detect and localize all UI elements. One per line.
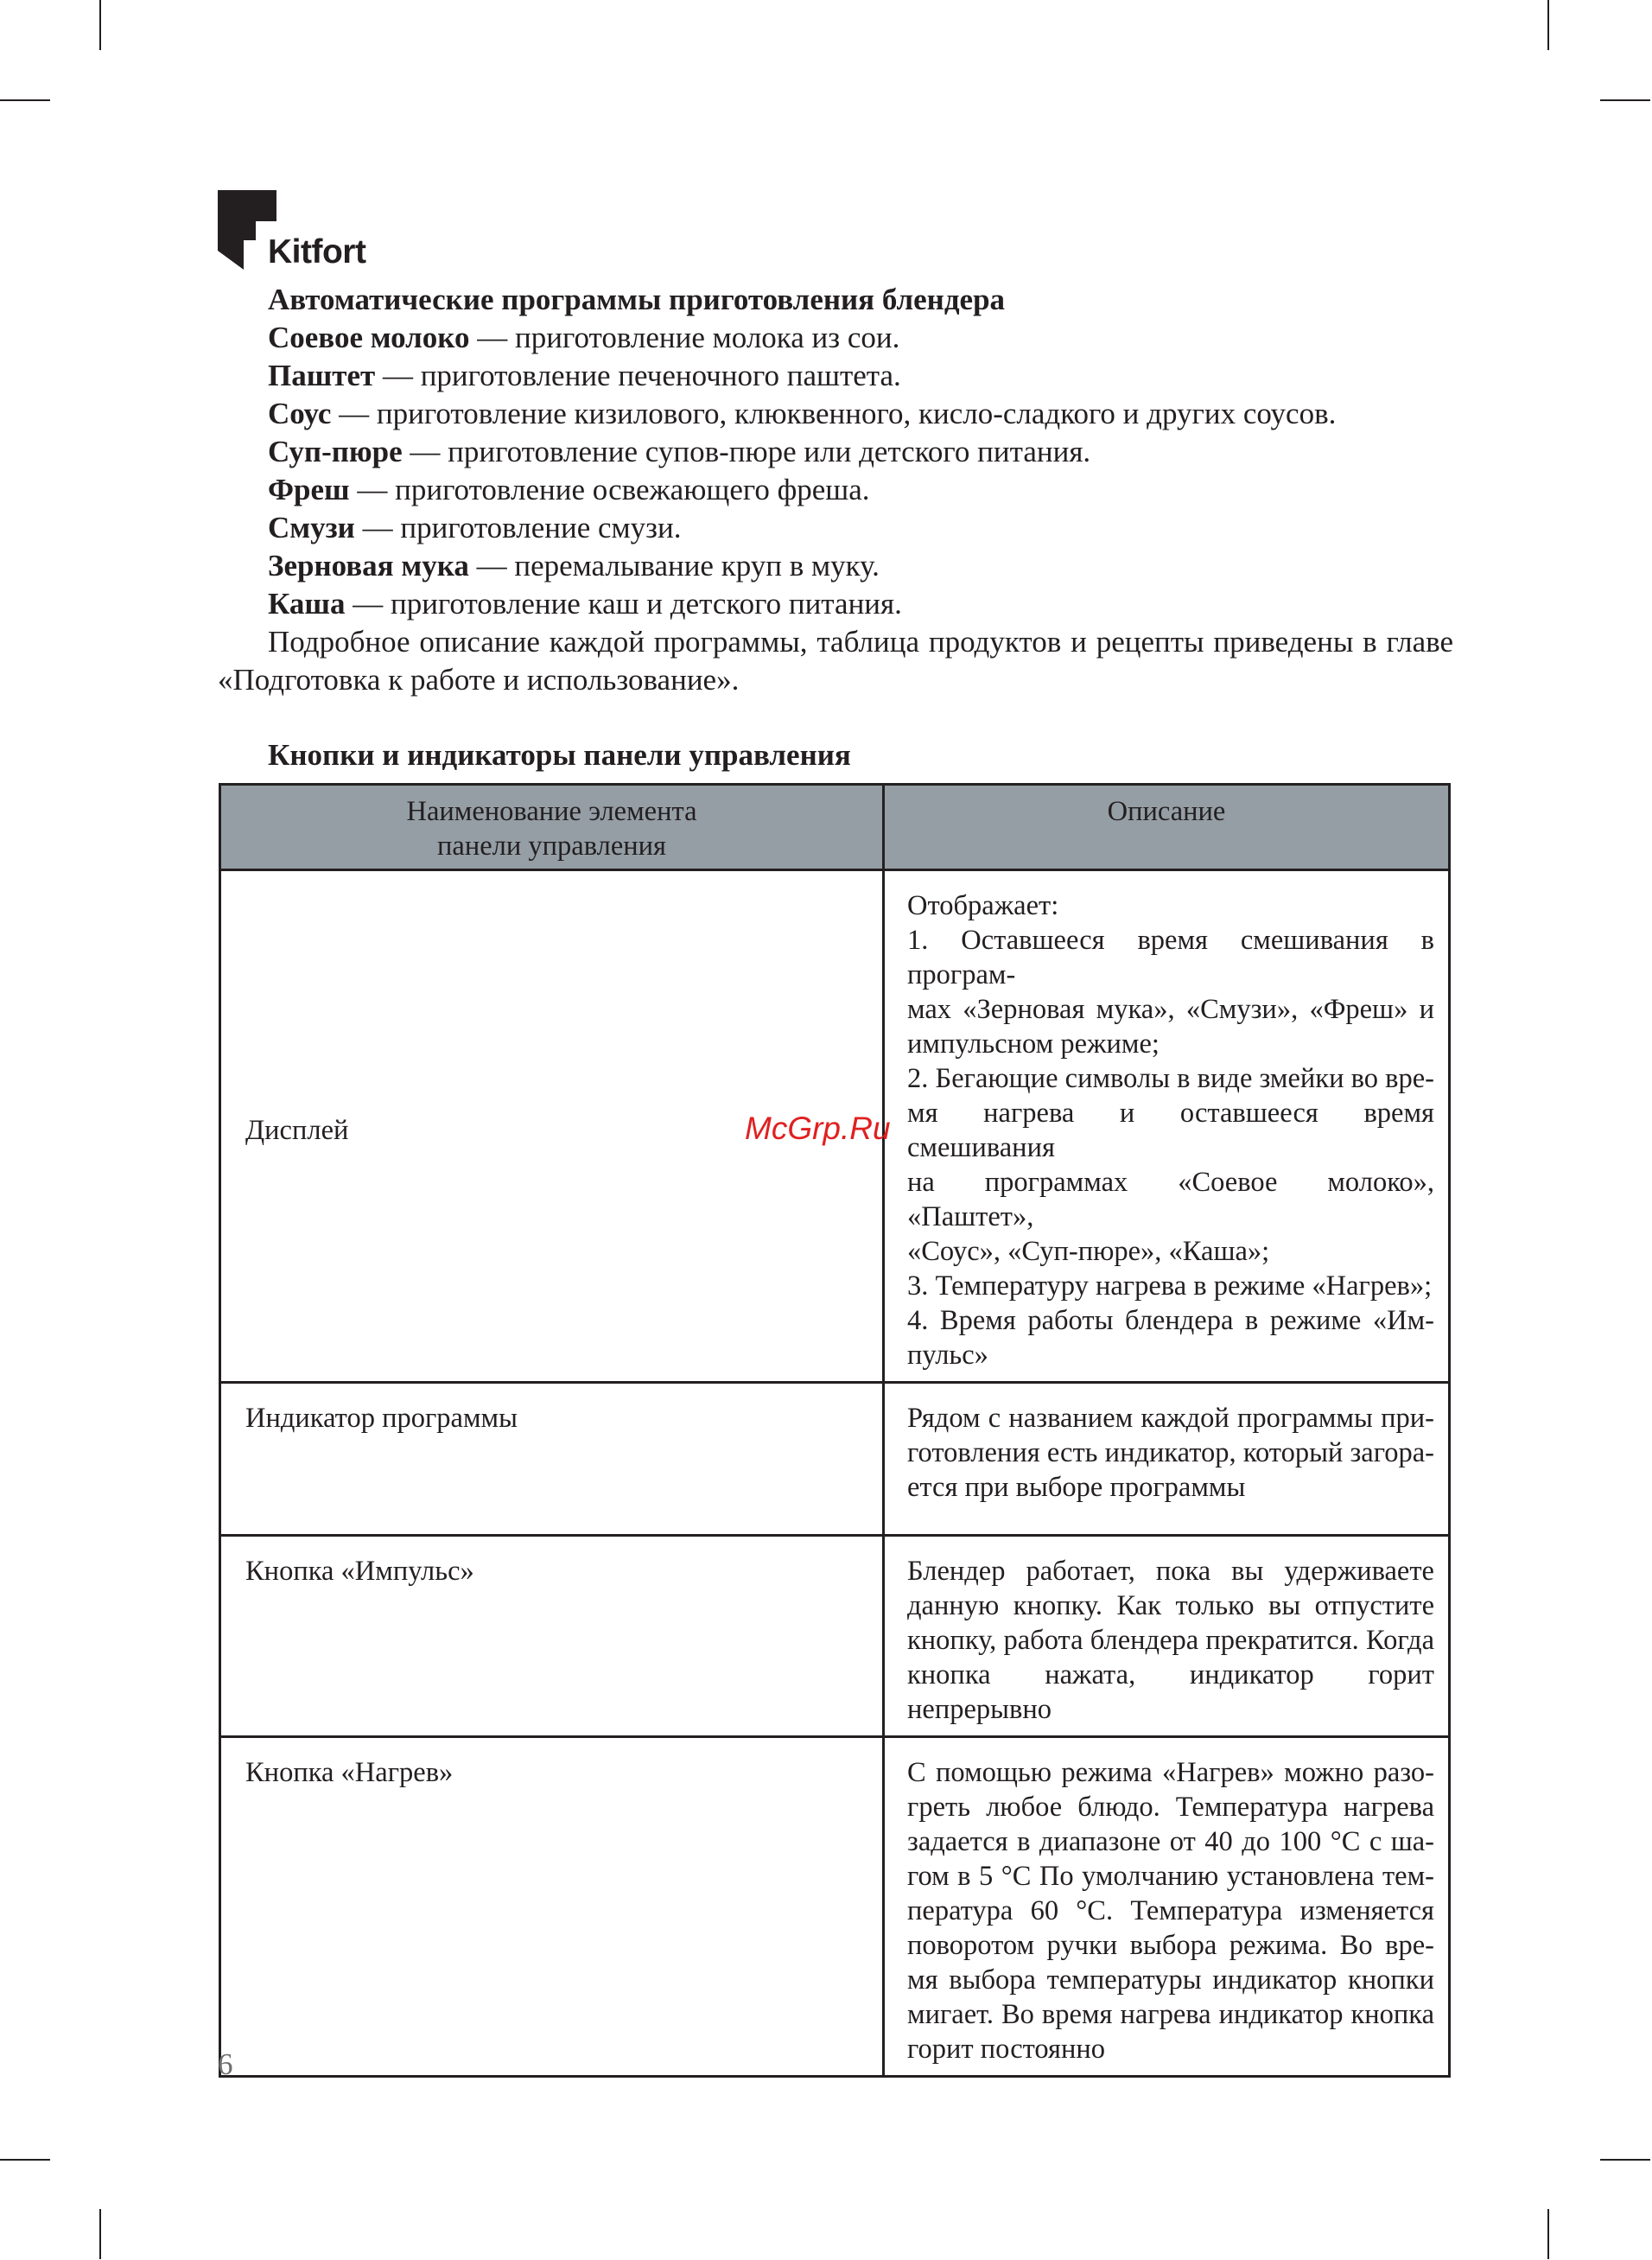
programs-title: Автоматические программы приготовления блендера [268, 283, 1006, 316]
program-name: Суп-пюре [268, 435, 403, 468]
page-number: 6 [218, 2047, 233, 2081]
program-item [218, 547, 1453, 585]
program-item [218, 395, 1453, 433]
program-desc: — приготовление кизилового, клюквенного, кисло-сладкого и других соусов. [331, 397, 1337, 430]
crop-mark-bottom-right-h [1600, 2159, 1650, 2161]
row-name: Индикатор программы [220, 1383, 884, 1536]
row-desc: Рядом с названием каждой программы при- готовления есть индикатор, который загора- ется при выборе программы [884, 1383, 1450, 1536]
row-name: Кнопка «Импульс» [220, 1536, 884, 1737]
controls-table-title: Кнопки и индикаторы панели управления [268, 738, 851, 772]
program-desc: — приготовление супов-пюре или детского питания. [402, 435, 1091, 468]
program-item [218, 471, 1453, 509]
program-name: Каша [268, 587, 346, 621]
row-desc: Отображает: 1. Оставшееся время смешивания в програм- мах «Зерновая мука», «Смузи», «Фреш» и импульсном режиме; 2. Бегающие символы в виде змейки во вре- мя нагрева и оставшееся время смешивания на программах «Соевое молоко», «Паштет», «Соус», «Суп-пюре», «Каша»; 3. Температуру нагрева в режиме «Нагрев»; 4. Время работы блендера в режиме «Им- пульс» [884, 870, 1450, 1383]
row-desc: С помощью режима «Нагрев» можно разо- греть любое блюдо. Температура нагрева задается в диапазоне от 40 до 100 °С с ша- гом в 5 °С По умолчанию установлена тем- пература 60 °С. Температура изменяется поворотом ручки выбора режима. Во вре- мя выбора температуры индикатор кнопки мигает. Во время нагрева индикатор кнопка горит постоянно [884, 1737, 1450, 2077]
program-item [218, 357, 1453, 395]
crop-mark-top-right [1547, 0, 1549, 50]
program-desc: — перемалывание круп в муку. [468, 549, 880, 583]
crop-mark-bottom-left [99, 2209, 101, 2259]
program-name: Соевое молоко [268, 321, 470, 354]
program-item [218, 319, 1453, 357]
crop-mark-bottom-right [1547, 2209, 1549, 2259]
crop-mark-top-left [99, 0, 101, 50]
program-name: Смузи [268, 511, 355, 544]
table-row [220, 1383, 1450, 1536]
program-item [218, 585, 1453, 623]
program-item [218, 433, 1453, 471]
row-name: Дисплей [220, 870, 884, 1383]
program-name: Зерновая мука [268, 549, 469, 583]
table-row [220, 1536, 1450, 1737]
crop-mark-top-left-h [0, 99, 50, 101]
program-name: Фреш [268, 473, 350, 506]
row-desc: Блендер работает, пока вы удерживаете данную кнопку. Как только вы отпустите кнопку, работа блендера прекратится. Когда кнопка нажата, индикатор горит непрерывно [884, 1536, 1450, 1737]
program-item [218, 509, 1453, 547]
program-desc: — приготовление освежающего фреша. [349, 473, 870, 506]
programs-section [218, 281, 1453, 699]
table-row [220, 1737, 1450, 2077]
crop-mark-bottom-left-h [0, 2159, 50, 2161]
program-desc: — приготовление печеночного паштета. [375, 359, 901, 392]
programs-note: Подробное описание каждой программы, таблица продуктов и рецепты приведены в главе «Подготовка к работе и использование». [218, 625, 1453, 697]
program-name: Соус [268, 397, 332, 430]
header-element-name: Наименование элемента панели управления [220, 785, 884, 870]
header-description: Описание [884, 785, 1450, 870]
program-desc: — приготовление смузи. [354, 511, 682, 544]
kitfort-logo [218, 190, 391, 277]
program-desc: — приготовление каш и детского питания. [345, 587, 902, 621]
row-name: Кнопка «Нагрев» [220, 1737, 884, 2077]
watermark: McGrp.Ru [745, 1111, 891, 1146]
table-header-row [220, 785, 1450, 870]
program-desc: — приготовление молока из сои. [469, 321, 900, 354]
controls-table [219, 783, 1451, 2078]
crop-mark-top-right-h [1600, 99, 1650, 101]
program-name: Паштет [268, 359, 376, 392]
logo-text: Kitfort [268, 233, 366, 271]
